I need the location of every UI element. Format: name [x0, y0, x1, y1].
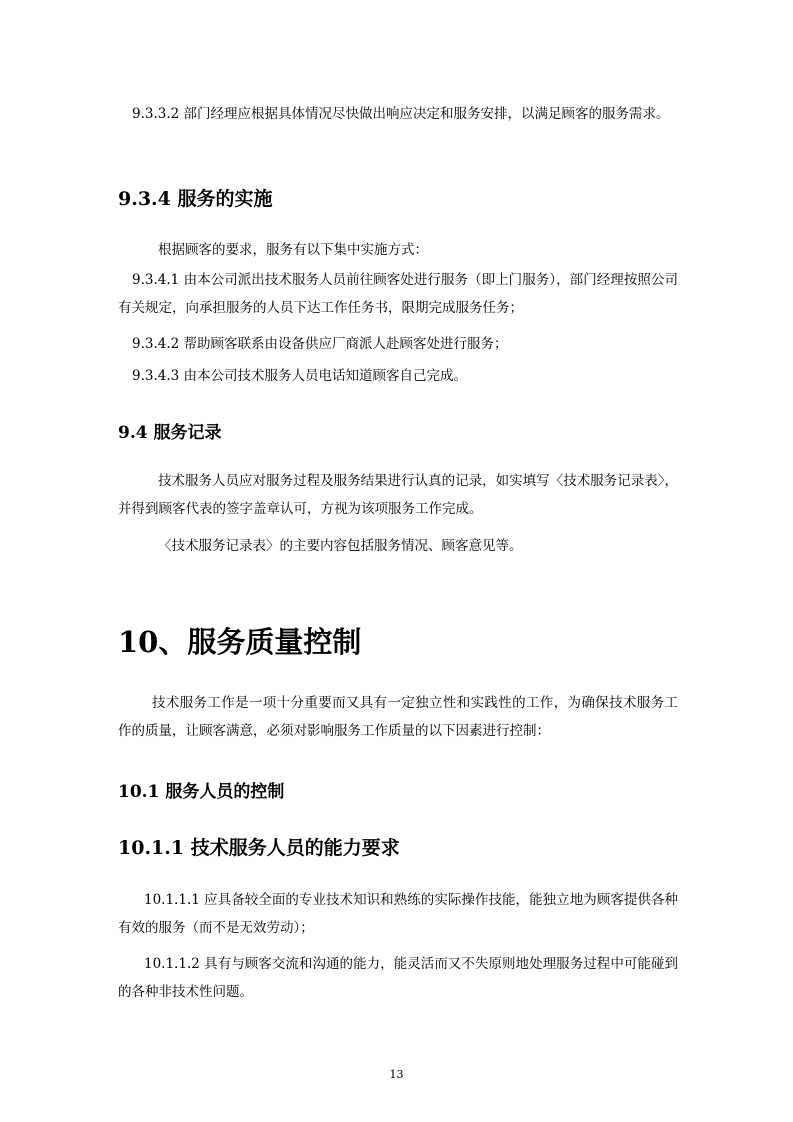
paragraph-10-1-1-1: 10.1.1.1 应具备较全面的专业技术知识和熟练的实际操作技能，能独立地为顾客提供各种有效的服务（而不是无效劳动）； — [118, 892, 678, 936]
paragraph-10-intro: 技术服务工作是一项十分重要而又具有一定独立性和实践性的工作，为确保技术服务工作的质量，让顾客满意，必须对影响服务工作质量的以下因素进行控制： — [118, 695, 678, 739]
heading-9-3-4: 9.3.4 服务的实施 — [118, 188, 273, 210]
paragraph-9-3-4-2: 9.3.4.2 帮助顾客联系由设备供应厂商派人赴顾客处进行服务； — [132, 336, 508, 352]
page-number: 13 — [389, 1068, 404, 1081]
paragraph-9-3-4-1: 9.3.4.1 由本公司派出技术服务人员前往顾客处进行服务（即上门服务），部门经理按照公司有关规定，向承担服务的人员下达工作任务书，限期完成服务任务； — [118, 272, 678, 316]
paragraph-9-4-a: 技术服务人员应对服务过程及服务结果进行认真的记录，如实填写〈技术服务记录表〉，并得到顾客代表的签字盖章认可，方视为该项服务工作完成。 — [118, 473, 678, 517]
paragraph-9-3-3-2: 9.3.3.2 部门经理应根据具体情况尽快做出响应决定和服务安排，以满足顾客的服务需求。 — [132, 106, 670, 122]
paragraph-10-1-1-2: 10.1.1.2 具有与顾客交流和沟通的能力，能灵活而又不失原则地处理服务过程中可能碰到的各种非技术性问题。 — [118, 956, 678, 1000]
heading-10-1: 10.1 服务人员的控制 — [118, 782, 285, 802]
heading-10: 10、服务质量控制 — [118, 625, 362, 659]
paragraph-9-4-b: 〈技术服务记录表〉的主要内容包括服务情况、顾客意见等。 — [158, 538, 523, 554]
paragraph-9-3-4-3: 9.3.4.3 由本公司技术服务人员电话知道顾客自己完成。 — [132, 368, 468, 384]
paragraph-9-3-4-intro: 根据顾客的要求，服务有以下集中实施方式： — [158, 242, 428, 258]
heading-9-4: 9.4 服务记录 — [118, 423, 222, 443]
heading-10-1-1: 10.1.1 技术服务人员的能力要求 — [118, 837, 400, 859]
